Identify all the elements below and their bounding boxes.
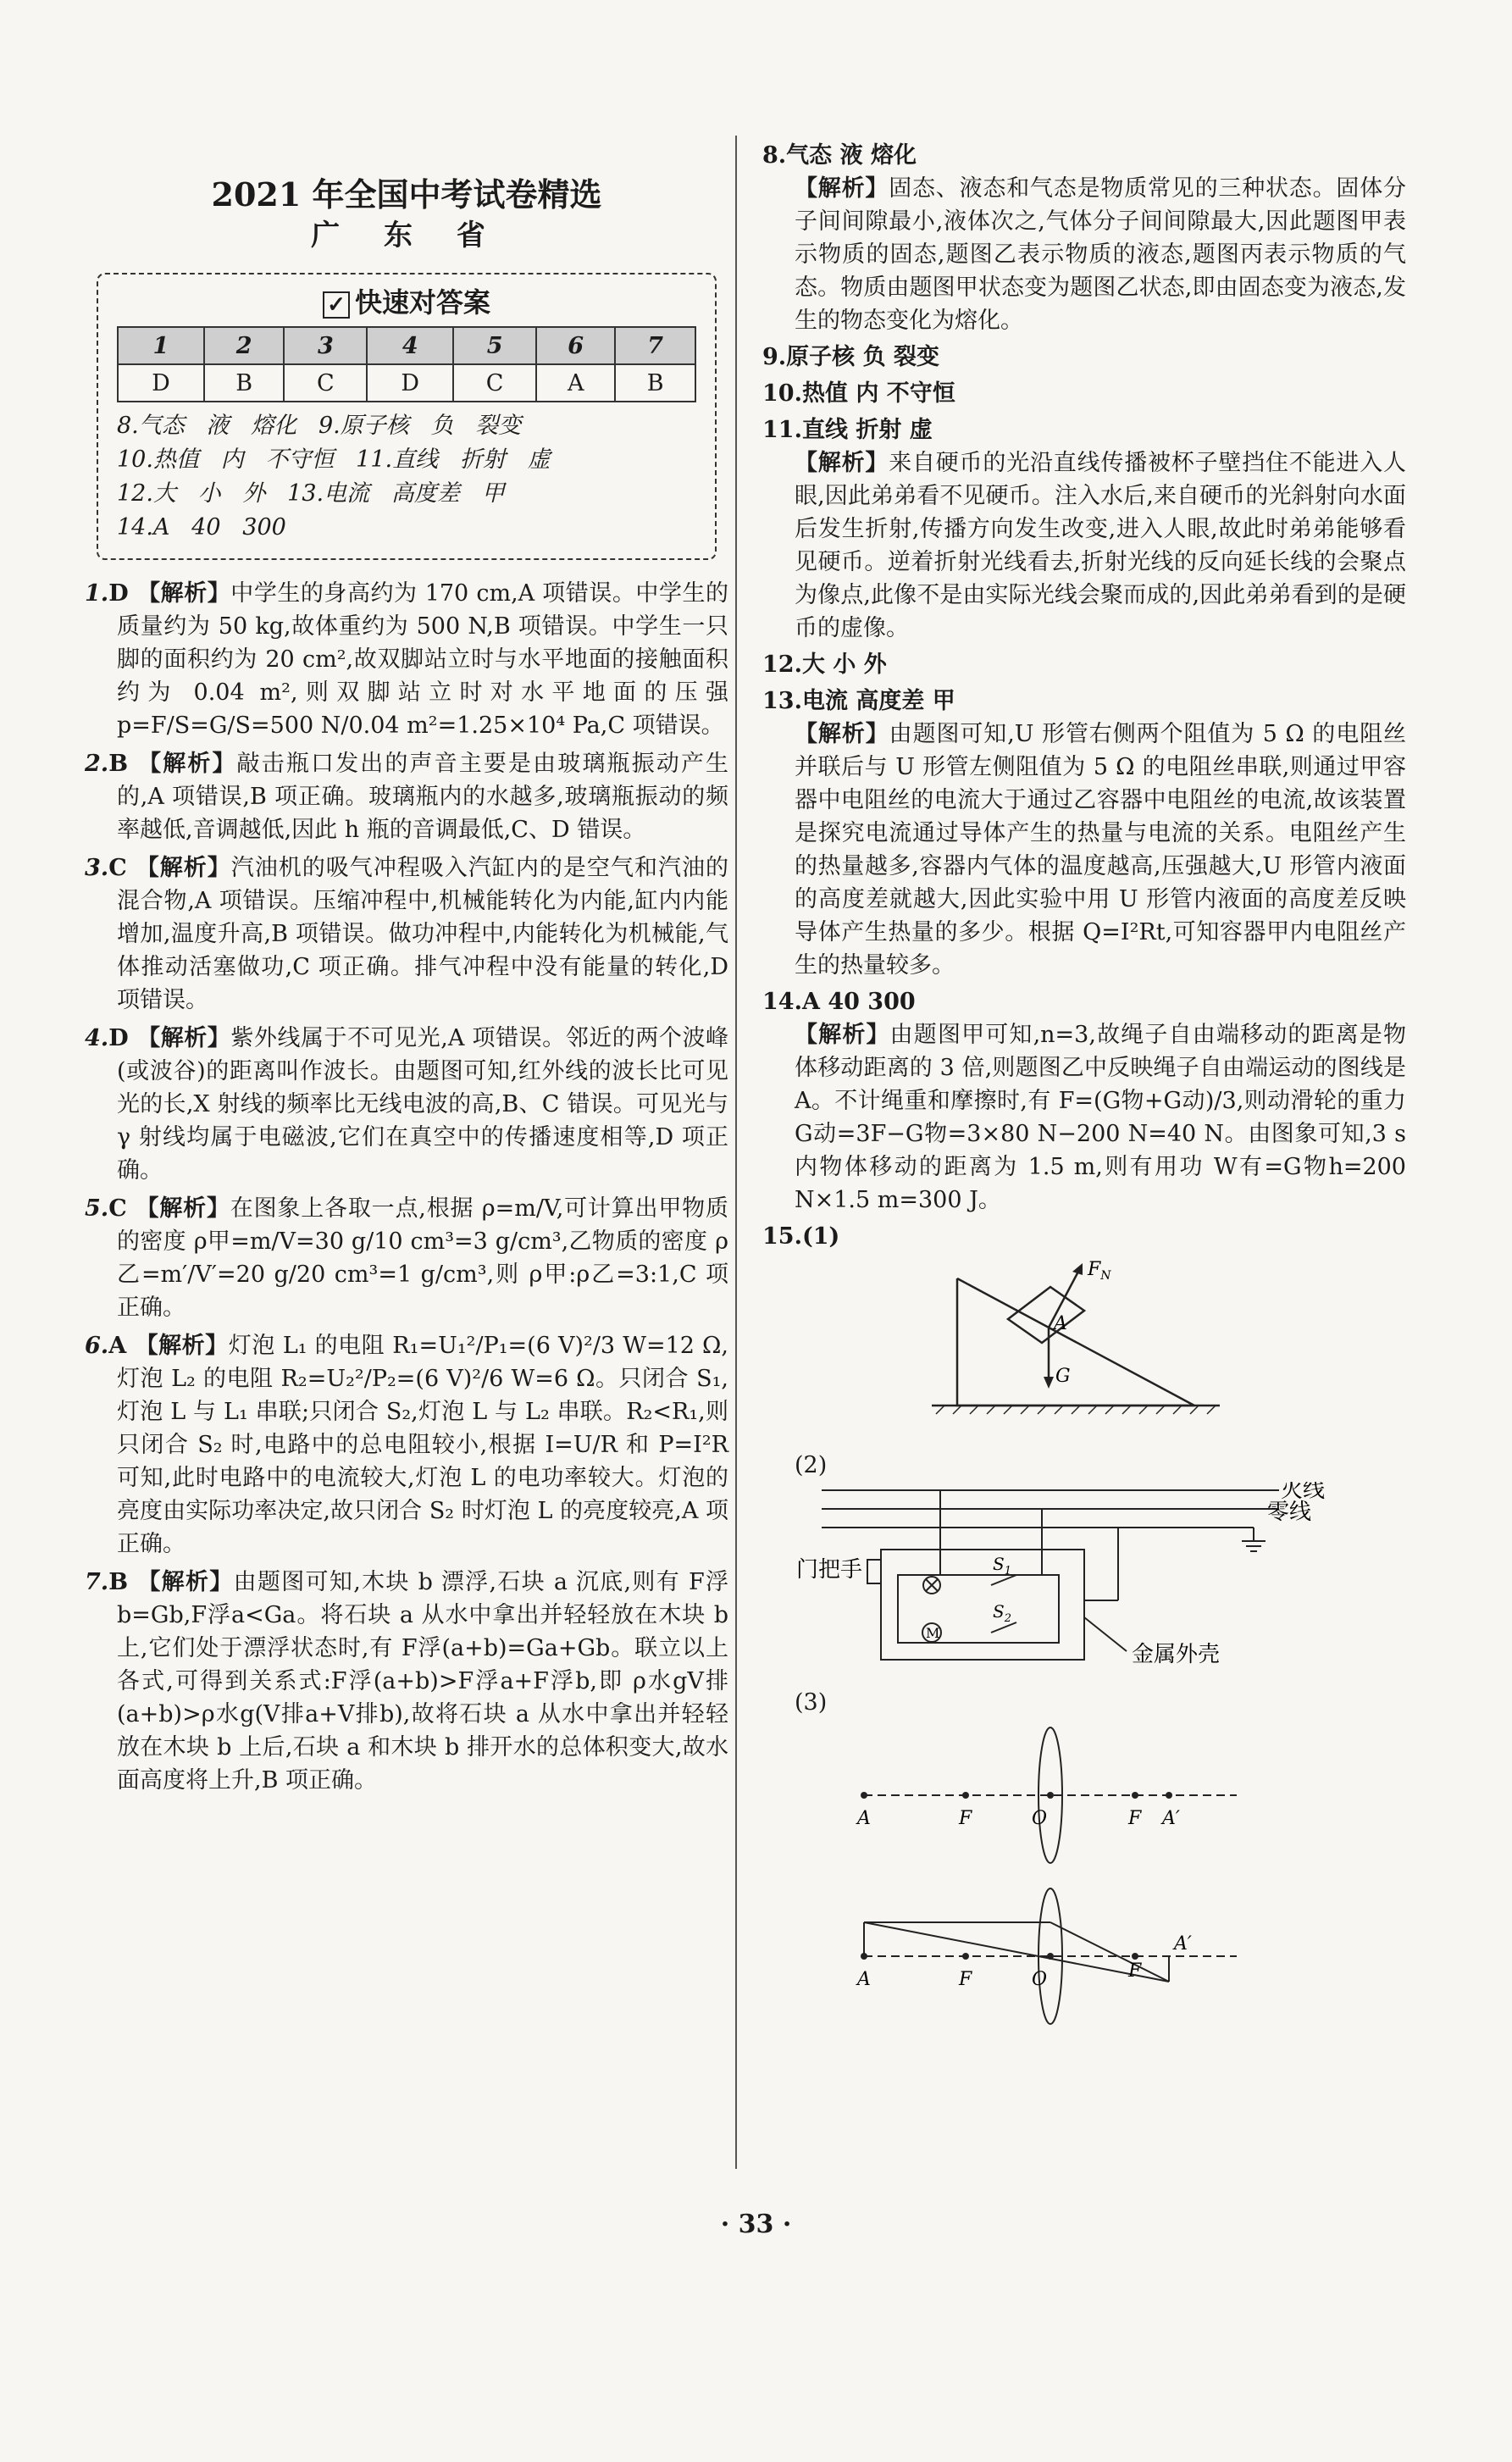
label-f-left: F <box>959 1808 972 1829</box>
answer-item-9-header: 9.原子核 负 裂变 <box>762 344 939 370</box>
analysis-text: 灯泡 L₁ 的电阻 R₁=U₁²/P₁=(6 V)²/3 W=12 Ω,灯泡 L₂ 的电阻 R₂=U₂²/P₂=(6 V)²/6 W=6 Ω。只闭合 S₁,灯泡 L 与 L₁ 串联;只闭合 S₂,灯泡 L 与 L₂ 串联。R₂<R₁,则只闭合 S₂ 时,电路中的总电阻较小,根据 I=U/R 和 P=I²R 可知,此时电路中的电流较大,灯泡 L 的电功率较大。灯泡的亮度由实际功率决定,故只闭合 S₂ 时灯泡 L 的亮度较亮,A 项正确。 <box>117 1333 729 1557</box>
answer-table-header <box>118 327 695 364</box>
analysis-text: 由题图甲可知,n=3,故绳子自由端移动的距离是物体移动距离的 3 倍,则题图乙中反映绳子自由端运动的图线是 A。不计绳重和摩擦时,有 F=(G物+G动)/3,则动滑轮的重力 G动=3F−G物=3×80 N−200 N=40 N。由图象可知,3 s 内物体移动的距离为 1.5 m,则有用功 W有=G物h=200 N×1.5 m=300 J。 <box>795 1022 1407 1213</box>
page-title: 2021 年全国中考试卷精选 <box>211 175 602 213</box>
table-cell: C <box>453 364 536 402</box>
right-column <box>762 136 1406 2050</box>
label-o: O <box>1032 1808 1048 1829</box>
table-cell: D <box>118 364 204 402</box>
incline-plane <box>932 1278 1220 1406</box>
neutral-wire-label: 零线 <box>1267 1500 1312 1525</box>
analysis-text: 中学生的身高约为 170 cm,A 项错误。中学生的质量约为 50 kg,故体重约为 500 N,B 项错误。中学生一只脚的面积约为 20 cm²,故双脚站立时与水平地面的接触面积约为 0.04 m²,则双脚站立时对水平地面的压强 p=F/S=G/S=500 N/0.04 m²=1.25×10⁴ Pa,C 项错误。 <box>117 580 729 739</box>
table-cell: D <box>367 364 453 402</box>
quick-answer-line: 10.热值 内 不守恒 11.直线 折射 虚 <box>117 446 551 473</box>
item-answer: D <box>108 580 129 607</box>
label-f-left-2: F <box>959 1969 972 1990</box>
quick-answer-heading <box>117 286 696 319</box>
table-cell: 4 <box>367 327 453 364</box>
s1-label: $S_1$ <box>993 1554 1011 1578</box>
answer-item-8-header: 8.气态 液 熔化 <box>762 142 917 169</box>
s2-label: $S_2$ <box>993 1601 1011 1625</box>
answer-item-11-analysis <box>762 446 1406 645</box>
item-number: 7. <box>85 1569 109 1595</box>
column-divider <box>735 136 737 2169</box>
table-cell: A <box>536 364 615 402</box>
answer-item-6 <box>85 1329 728 1561</box>
answer-item-10-header: 10.热值 内 不守恒 <box>762 380 955 407</box>
quick-answer-line: 14.A 40 300 <box>117 514 286 541</box>
quick-answer-line: 8.气态 液 熔化 9.原子核 负 裂变 <box>117 413 522 439</box>
answer-item-2 <box>85 747 728 846</box>
table-cell: 5 <box>453 327 536 364</box>
answer-item-11-header: 11.直线 折射 虚 <box>762 417 933 443</box>
door-handle-label: 门把手 <box>796 1557 863 1583</box>
analysis-tag: 【解析】 <box>136 580 231 607</box>
checkbox-icon: ✓ <box>323 291 350 319</box>
answer-item-14-header: 14.A 40 300 <box>762 989 916 1015</box>
item-answer: A <box>108 1333 127 1359</box>
point-a-label: A <box>1054 1313 1067 1334</box>
analysis-tag: 【解析】 <box>135 855 231 881</box>
answer-item-13-analysis <box>762 718 1406 982</box>
block <box>1008 1287 1084 1343</box>
label-f-right-2: F <box>1128 1960 1142 1982</box>
item-answer: B <box>108 1569 129 1595</box>
label-f-right: F <box>1128 1808 1142 1829</box>
answer-item-8-analysis <box>762 172 1406 337</box>
label-a-prime: A′ <box>1162 1808 1180 1829</box>
answer-item-1 <box>85 577 728 742</box>
item-number: 1. <box>85 580 109 607</box>
analysis-tag: 【解析】 <box>136 1025 231 1051</box>
label-a-prime-2: A′ <box>1174 1933 1192 1955</box>
refracted-ray <box>1050 1922 1169 1982</box>
label-a: A <box>857 1808 871 1829</box>
answer-item-3 <box>85 851 728 1017</box>
item-number: 2. <box>85 751 109 777</box>
analysis-text: 汽油机的吸气冲程吸入汽缸内的是空气和汽油的混合物,A 项错误。压缩冲程中,机械能转化为内能,缸内内能增加,温度升高,B 项错误。做功冲程中,内能转化为机械能,气体推动活塞做功,C 项正确。排气冲程中没有能量的转化,D 项错误。 <box>117 855 728 1013</box>
analysis-tag: 【解析】 <box>795 450 889 476</box>
item-answer: B <box>108 751 129 777</box>
answer-item-12-header: 12.大 小 外 <box>762 652 887 678</box>
table-cell: 1 <box>118 327 204 364</box>
analysis-tag: 【解析】 <box>795 175 889 202</box>
analysis-text: 由题图可知,木块 b 漂浮,石块 a 沉底,则有 F浮b=Gb,F浮a<Ga。将石块 a 从水中拿出并轻轻放在木块 b 上,它们处于漂浮状态时,有 F浮(a+b)=Ga+Gb。联立以上各式,可得到关系式:F浮(a+b)>F浮a+F浮b,即 ρ水gV排(a+b)>ρ水g(V排a+V排b),故将石块 a 从水中拿出并轻轻放在木块 b 上后,石块 a 和木块 b 排开水的总体积变大,故水面高度将上升,B 项正确。 <box>117 1569 728 1794</box>
fn-label: $F_N$ <box>1088 1259 1111 1283</box>
left-column <box>85 136 728 1802</box>
answer-item-4 <box>85 1022 728 1187</box>
analysis-tag: 【解析】 <box>135 1195 230 1222</box>
item-number: 6. <box>85 1333 109 1359</box>
analysis-tag: 【解析】 <box>795 1022 890 1048</box>
table-cell: 7 <box>615 327 695 364</box>
quick-answer-title: 快速对答案 <box>354 286 490 319</box>
sub-question-2-label: (2) <box>795 1452 828 1478</box>
answer-table-row <box>118 364 695 402</box>
answer-item-15-header: 15.(1) <box>762 1223 840 1250</box>
table-cell: 2 <box>204 327 285 364</box>
analysis-text: 来自硬币的光沿直线传播被杯子壁挡住不能进入人眼,因此弟弟看不见硬币。注入水后,来自硬币的光斜射向水面后发生折射,传播方向发生改变,进入人眼,故此时弟弟能够看见硬币。逆着折射光线看去,折射光线的反向延长线的会聚点为像点,此像不是由实际光线会聚而成的,因此弟弟看到的是硬币的虚像。 <box>795 450 1407 641</box>
page-subtitle: 广 东 省 <box>311 219 502 252</box>
analysis-tag: 【解析】 <box>136 751 237 777</box>
item-number: 3. <box>85 855 109 881</box>
door-handle <box>867 1560 881 1583</box>
incline-force-diagram <box>762 1253 1406 1431</box>
g-label: G <box>1055 1366 1071 1387</box>
motor-label: M <box>926 1625 940 1641</box>
item-answer: D <box>108 1025 129 1051</box>
answer-item-5 <box>85 1192 728 1324</box>
metal-shell-label: 金属外壳 <box>1132 1642 1221 1667</box>
center-ray <box>864 1922 1169 1982</box>
table-cell: B <box>615 364 695 402</box>
table-cell: C <box>284 364 367 402</box>
analysis-text: 固态、液态和气态是物质常见的三种状态。固体分子间间隙最小,液体次之,气体分子间间隙最大,因此题图甲表示物质的固态,题图乙表示物质的液态,题图丙表示物质的气态。物质由题图甲状态变为题图乙状态,即由固态变为液态,发生的物态变化为熔化。 <box>795 175 1407 334</box>
analysis-tag: 【解析】 <box>136 1569 234 1595</box>
live-wire-label: 火线 <box>1281 1482 1326 1503</box>
quick-answer-box <box>97 273 717 560</box>
item-answer: C <box>108 1195 127 1222</box>
convex-lens-diagram <box>762 1719 1406 2041</box>
label-a-2: A <box>857 1969 871 1990</box>
household-circuit-diagram <box>762 1482 1406 1668</box>
label-o-2: O <box>1032 1969 1048 1990</box>
answer-table <box>117 326 696 402</box>
analysis-tag: 【解析】 <box>795 721 889 747</box>
arrowhead-icon <box>1044 1377 1054 1389</box>
analysis-tag: 【解析】 <box>135 1333 229 1359</box>
item-number: 5. <box>85 1195 109 1222</box>
table-cell: B <box>204 364 285 402</box>
sub-question-3-label: (3) <box>795 1689 828 1716</box>
analysis-text: 敲击瓶口发出的声音主要是由玻璃瓶振动产生的,A 项错误,B 项正确。玻璃瓶内的水越多,玻璃瓶振动的频率越低,音调越低,因此 h 瓶的音调最低,C、D 错误。 <box>117 751 729 843</box>
answer-item-14-analysis <box>762 1018 1406 1217</box>
analysis-text: 紫外线属于不可见光,A 项错误。邻近的两个波峰(或波谷)的距离叫作波长。由题图可知,红外线的波长比可见光的长,X 射线的频率比无线电波的高,B、C 错误。可见光与 γ 射线均属于电磁波,它们在真空中的传播速度相等,D 项正确。 <box>117 1025 728 1184</box>
item-number: 4. <box>85 1025 109 1051</box>
answer-item-13-header: 13.电流 高度差 甲 <box>762 688 955 714</box>
analysis-text: 在图象上各取一点,根据 ρ=m/V,可计算出甲物质的密度 ρ甲=m/V=30 g/10 cm³=3 g/cm³,乙物质的密度 ρ乙=m′/V′=20 g/20 cm³=1 g/cm³,则 ρ甲:ρ乙=3:1,C 项正确。 <box>117 1195 729 1321</box>
item-answer: C <box>108 855 127 881</box>
ground-hatching <box>936 1406 1216 1414</box>
table-cell: 3 <box>284 327 367 364</box>
analysis-text: 由题图可知,U 形管右侧两个阻值为 5 Ω 的电阻丝并联后与 U 形管左侧阻值为 5 Ω 的电阻丝串联,则通过甲容器中电阻丝的电流大于通过乙容器中电阻丝的电流,故该装置是探究电流通过导体产生的热量与电流的关系。电阻丝产生的热量越多,容器内气体的温度越高,压强越大,U 形管内液面的高度差就越大,因此实验中用 U 形管内液面的高度差反映导体产生热量的多少。根据 Q=I²Rt,可知容器甲内电阻丝产生的热量较多。 <box>795 721 1407 979</box>
table-cell: 6 <box>536 327 615 364</box>
arrowhead-icon <box>1072 1263 1083 1275</box>
answer-item-7 <box>85 1566 728 1797</box>
page-number: · 33 · <box>720 2210 792 2239</box>
quick-answer-line: 12.大 小 外 13.电流 高度差 甲 <box>117 480 505 507</box>
